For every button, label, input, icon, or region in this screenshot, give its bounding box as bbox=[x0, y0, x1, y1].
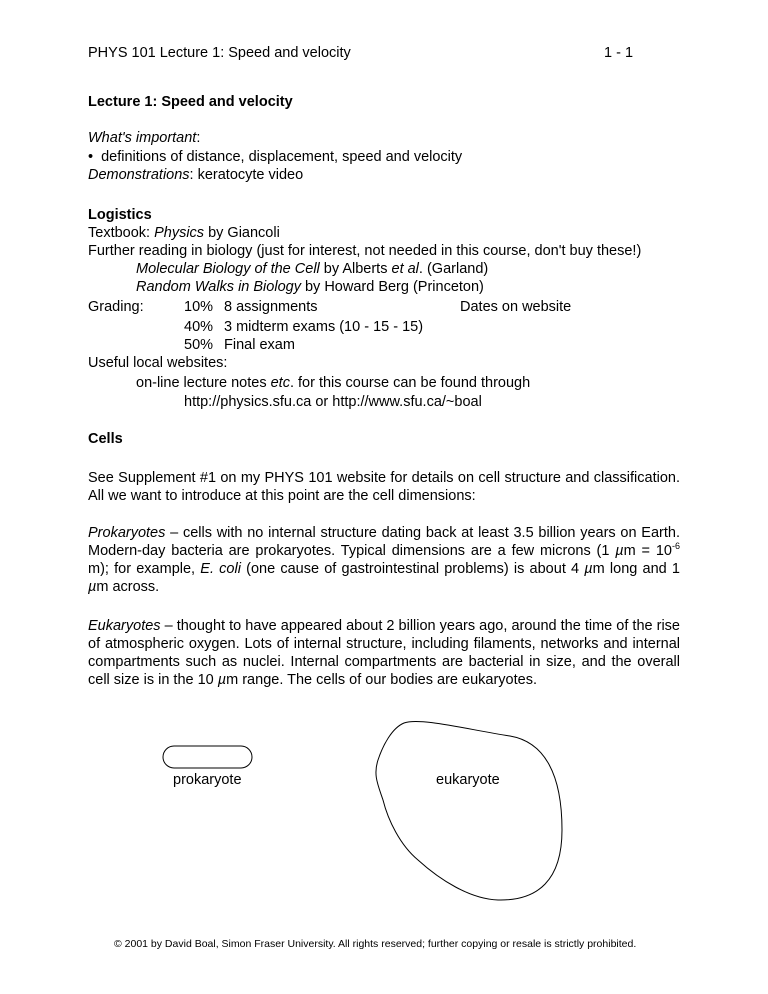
prok-text-b: m = 10 bbox=[623, 543, 672, 559]
book-2-title: Random Walks in Biology bbox=[136, 279, 301, 295]
websites-etc: etc bbox=[270, 375, 290, 391]
websites-urls: http://physics.sfu.ca or http://www.sfu.ca/~boal bbox=[184, 394, 482, 410]
book-2-post: by Howard Berg (Princeton) bbox=[300, 279, 484, 295]
mu-symbol: µ bbox=[584, 561, 593, 577]
demonstrations-label: Demonstrations bbox=[88, 167, 190, 183]
book-1 bbox=[136, 260, 488, 278]
euk-text-b: m range. The cells of our bodies are eukaryotes. bbox=[226, 672, 537, 688]
mu-symbol: µ bbox=[88, 579, 97, 595]
grading-pct-2: 40% bbox=[184, 319, 214, 335]
grading-pct-1: 10% bbox=[184, 299, 214, 315]
exponent: -6 bbox=[671, 541, 680, 551]
grading-item-3: Final exam bbox=[224, 337, 295, 353]
eukaryotes-paragraph bbox=[88, 617, 680, 689]
prokaryote-shape bbox=[163, 746, 252, 768]
grading-label: Grading: bbox=[88, 299, 144, 315]
bullet: • bbox=[88, 149, 94, 165]
important-label bbox=[88, 129, 200, 147]
demonstrations-text: : keratocyte video bbox=[189, 167, 304, 183]
prokaryotes-paragraph bbox=[88, 524, 680, 596]
page-number: 1 - 1 bbox=[604, 45, 634, 61]
websites-line bbox=[136, 374, 530, 392]
ecoli: E. coli bbox=[200, 561, 241, 577]
textbook-pre: Textbook: bbox=[88, 225, 155, 241]
prokaryotes-term: Prokaryotes bbox=[88, 525, 166, 541]
important-colon: : bbox=[196, 130, 201, 146]
prok-text-f: m across. bbox=[96, 579, 160, 595]
eukaryotes-term: Eukaryotes bbox=[88, 618, 161, 634]
mu-symbol: µ bbox=[615, 543, 624, 559]
further-reading: Further reading in biology (just for interest, not needed in this course, don't buy these!) bbox=[88, 243, 642, 259]
book-1-etal: et al bbox=[391, 261, 419, 277]
grading-item-2: 3 midterm exams (10 - 15 - 15) bbox=[224, 319, 424, 335]
prok-text-e: m long and 1 bbox=[592, 561, 680, 577]
cells-heading: Cells bbox=[88, 431, 123, 447]
prokaryote-label: prokaryote bbox=[173, 772, 242, 788]
websites-pre: on-line lecture notes bbox=[136, 375, 271, 391]
book-1-post: . (Garland) bbox=[418, 261, 489, 277]
prok-text-c: m); for example, bbox=[88, 561, 201, 577]
important-label-text: What's important bbox=[88, 130, 197, 146]
mu-symbol: µ bbox=[217, 672, 227, 688]
eukaryote-label: eukaryote bbox=[436, 772, 500, 788]
euk-text-a: – thought to have appeared about 2 billion years ago, around the time of the rise of atmospheric oxygen. Lots of internal structure, including filaments, networks and internal compartments such as nuclei. Internal compartments are bacterial in size, and the overall cell size is in the 10 bbox=[88, 618, 680, 688]
websites-label: Useful local websites: bbox=[88, 355, 228, 371]
eukaryote-shape bbox=[376, 721, 562, 900]
logistics-heading: Logistics bbox=[88, 207, 152, 223]
websites-post: . for this course can be found through bbox=[289, 375, 531, 391]
textbook-post: by Giancoli bbox=[204, 225, 280, 241]
dates-note: Dates on website bbox=[460, 299, 572, 315]
grading-pct-3: 50% bbox=[184, 337, 214, 353]
header-title: PHYS 101 Lecture 1: Speed and velocity bbox=[88, 45, 351, 61]
important-item bbox=[88, 148, 462, 166]
important-item-text: definitions of distance, displacement, speed and velocity bbox=[101, 149, 463, 165]
cells-intro: See Supplement #1 on my PHYS 101 website for details on cell structure and classification. All we want to introduce at this point are the cell dimensions: bbox=[88, 470, 680, 504]
book-2 bbox=[136, 278, 484, 296]
demonstrations bbox=[88, 166, 303, 184]
lecture-title: Lecture 1: Speed and velocity bbox=[88, 94, 293, 110]
prok-text-d: (one cause of gastrointestinal problems) is about 4 bbox=[240, 561, 585, 577]
book-1-title: Molecular Biology of the Cell bbox=[136, 261, 320, 277]
grading-item-1: 8 assignments bbox=[224, 299, 318, 315]
copyright-footer: © 2001 by David Boal, Simon Fraser University. All rights reserved; further copying or resale is strictly prohibited. bbox=[114, 938, 637, 950]
prok-text-a: – cells with no internal structure dating back at least 3.5 billion years on Earth. Modern-day bacteria are prokaryotes. Typical dimensions are a few microns (1 bbox=[88, 525, 680, 559]
textbook-title: Physics bbox=[154, 225, 205, 241]
book-1-by: by Alberts bbox=[319, 261, 392, 277]
textbook-line bbox=[88, 224, 280, 242]
